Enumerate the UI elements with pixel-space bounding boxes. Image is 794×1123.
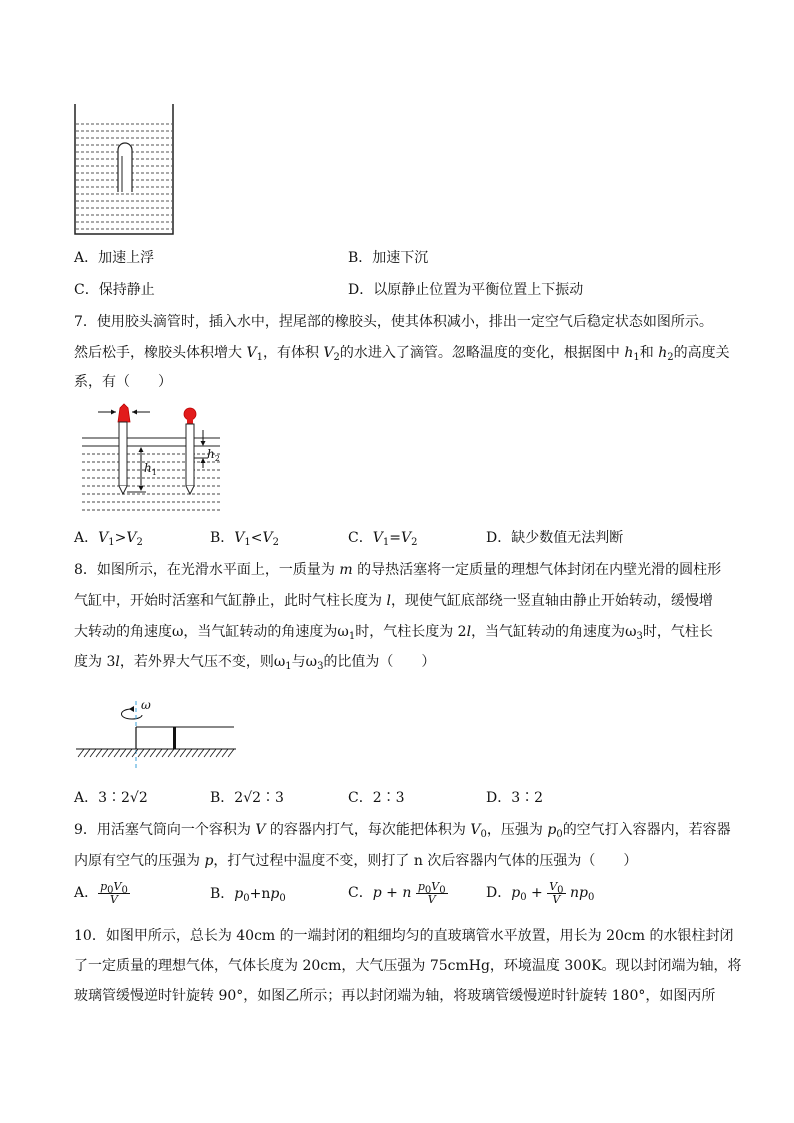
q8-stem-line2: 气缸中，开始时活塞和气缸静止，此时气柱长度为 l，现使气缸底部绕一竖直轴由静止开始转动，缓慢增 — [74, 593, 713, 609]
q9-d-fraction: $\frac{V_0}{V}$ — [549, 879, 564, 906]
q7-dropper-figure — [80, 402, 225, 517]
ground-hatching — [78, 749, 234, 757]
left-dropper-bulb-icon — [118, 404, 130, 422]
q8-option-b: B．2√2∶3 — [210, 790, 284, 806]
q7-option-d: D．缺少数值无法判断 — [486, 530, 624, 546]
q6-option-b: B．加速下沉 — [348, 250, 429, 266]
q6-option-c: C．保持静止 — [74, 282, 155, 298]
q9-c-fraction: $\frac{p_0V_0}{V}$ — [417, 879, 446, 906]
q8-stem-line4: 度为 3l，若外界大气压不变，则$\omega_1$与$\omega_3$的比值为（ ） — [74, 654, 436, 672]
q6-option-d: D．以原静止位置为平衡位置上下振动 — [348, 282, 584, 298]
q9-option-c: C．p + n $\frac{p_0V_0}{V}$ — [348, 879, 446, 906]
q8-stem-line3: 大转动的角速度ω，当气缸转动的角速度为$\omega_1$时，气柱长度为 2l，当气缸转动的角速度为$\omega_3$时，气柱长 — [74, 624, 713, 642]
piston — [173, 727, 176, 749]
q7-stem-line1: 7．使用胶头滴管时，插入水中，捏尾部的橡胶头，使其体积减小，排出一定空气后稳定状态如图所示。 — [74, 314, 713, 330]
q8-stem-line1: 8．如图所示，在光滑水平面上，一质量为 m 的导热活塞将一定质量的理想气体封闭在内壁光滑的圆柱形 — [74, 562, 722, 578]
q10-stem-line2: 了一定质量的理想气体，气体长度为 20cm，大气压强为 75cmHg，环境温度 300K。现以封闭端为轴，将 — [74, 958, 742, 974]
left-dropper-tube — [119, 422, 127, 486]
q9-option-d: D．$p_0$ + $\frac{V_0}{V}$ $np_0$ — [486, 879, 595, 906]
q10-stem-line1: 10．如图甲所示，总长为 40cm 的一端封闭的粗细均匀的直玻璃管水平放置，用长为 20cm 的水银柱封闭 — [74, 928, 734, 944]
q8-cylinder-figure — [74, 695, 239, 775]
q6-beaker-figure — [74, 104, 174, 236]
h2-label: $h_2$ — [207, 447, 220, 463]
q9-option-b: B．$p_0+np_0$ — [210, 886, 286, 904]
q9-option-a: A． $\frac{p_0V_0}{V}$ — [74, 879, 128, 906]
q7-water-lines — [82, 446, 220, 510]
q8-option-c: C．2∶3 — [348, 790, 405, 806]
q6-option-a: A．加速上浮 — [74, 250, 155, 266]
omega-label: ω — [141, 698, 151, 712]
h1-label: $h_1$ — [144, 461, 157, 477]
q10-stem-line3: 玻璃管缓慢逆时针旋转 90°，如图乙所示；再以封闭端为轴，将玻璃管缓慢逆时针旋转 180°，如图丙所 — [74, 988, 716, 1004]
inverted-test-tube — [118, 143, 132, 192]
q8-option-a: A．3∶2√2 — [74, 790, 148, 806]
q7-stem-line2: 然后松手，橡胶头体积增大 $V_1$，有体积 $V_2$的水进入了滴管。忽略温度的变化，根据图中 $h_1$和 $h_2$的高度关 — [74, 345, 730, 363]
right-dropper-tube — [186, 424, 194, 486]
q9-a-fraction: $\frac{p_0V_0}{V}$ — [100, 879, 128, 906]
q7-option-c: C．$V_1=V_2$ — [348, 530, 418, 548]
q8-option-d: D．3∶2 — [486, 790, 544, 806]
q7-stem-line3: 系，有（ ） — [74, 374, 172, 390]
right-dropper-bulb-icon — [184, 408, 196, 420]
q7-option-a: A．$V_1>V_2$ — [74, 530, 143, 548]
q7-option-b: B．$V_1<V_2$ — [210, 530, 280, 548]
q9-stem-line1: 9．用活塞气筒向一个容积为 V 的容器内打气，每次能把体积为 $V_0$，压强为 $p_0$的空气打入容器内，若容器 — [74, 822, 731, 840]
q9-stem-line2: 内原有空气的压强为 p，打气过程中温度不变，则打了 n 次后容器内气体的压强为（ ） — [74, 853, 638, 869]
